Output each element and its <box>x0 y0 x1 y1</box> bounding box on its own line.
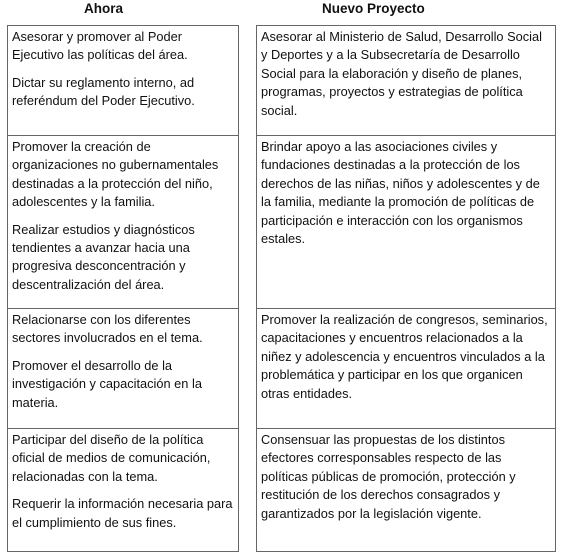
cell-nuevo-3 <box>256 308 556 429</box>
paragraph: Promover la realización de congresos, seminarios, capacitaciones y encuentros relacionados a la niñez y adolescencia y encuentros vinculados a la problemática y participar en los que organicen otras entidades. <box>261 312 548 401</box>
paragraph: Requerir la información necesaria para el cumplimiento de sus fines. <box>12 496 233 530</box>
cell-ahora-1 <box>7 25 239 136</box>
paragraph: Promover la creación de organizaciones no gubernamentales destinadas a la protección del niño, adolescentes y la familia. <box>12 139 219 210</box>
paragraph: Realizar estudios y diagnósticos tendientes a avanzar hacia una progresiva desconcentración y descentralización del área. <box>12 221 195 292</box>
paragraph: Asesorar al Ministerio de Salud, Desarrollo Social y Deportes y a la Subsecretaría de Desarrollo Social para la elaboración y diseño de planes, programas, proyectos y estrategias de política social. <box>261 29 542 118</box>
cell-ahora-4 <box>7 428 239 552</box>
paragraph: Consensuar las propuestas de los distintos efectores corresponsables respecto de las políticas públicas de promoción, protección y restitución de los derechos consagrados y garantizados por la legislación vigente. <box>261 432 516 521</box>
paragraph: Relacionarse con los diferentes sectores involucrados en el tema. <box>12 312 203 346</box>
cell-ahora-3 <box>7 308 239 429</box>
header-nuevo-proyecto: Nuevo Proyecto <box>322 1 425 16</box>
header-ahora: Ahora <box>84 1 124 16</box>
paragraph: Dictar su reglamento interno, ad referéndum del Poder Ejecutivo. <box>12 74 195 109</box>
cell-nuevo-4 <box>256 428 556 552</box>
cell-nuevo-1 <box>256 25 556 136</box>
paragraph: Participar del diseño de la política oficial de medios de comunicación, relacionadas con la tema. <box>12 432 211 484</box>
paragraph: Asesorar y promover al Poder Ejecutivo las políticas del área. <box>12 29 188 63</box>
paragraph: Promover el desarrollo de la investigación y capacitación en la materia. <box>12 357 202 410</box>
cell-nuevo-2 <box>256 135 556 309</box>
paragraph: Brindar apoyo a las asociaciones civiles y fundaciones destinadas a la protección de los derechos de las niñas, niños y adolescentes y de la familia, mediante la promoción de políticas de participación e interacción con los organismos estales. <box>261 139 540 247</box>
cell-ahora-2 <box>7 135 239 309</box>
